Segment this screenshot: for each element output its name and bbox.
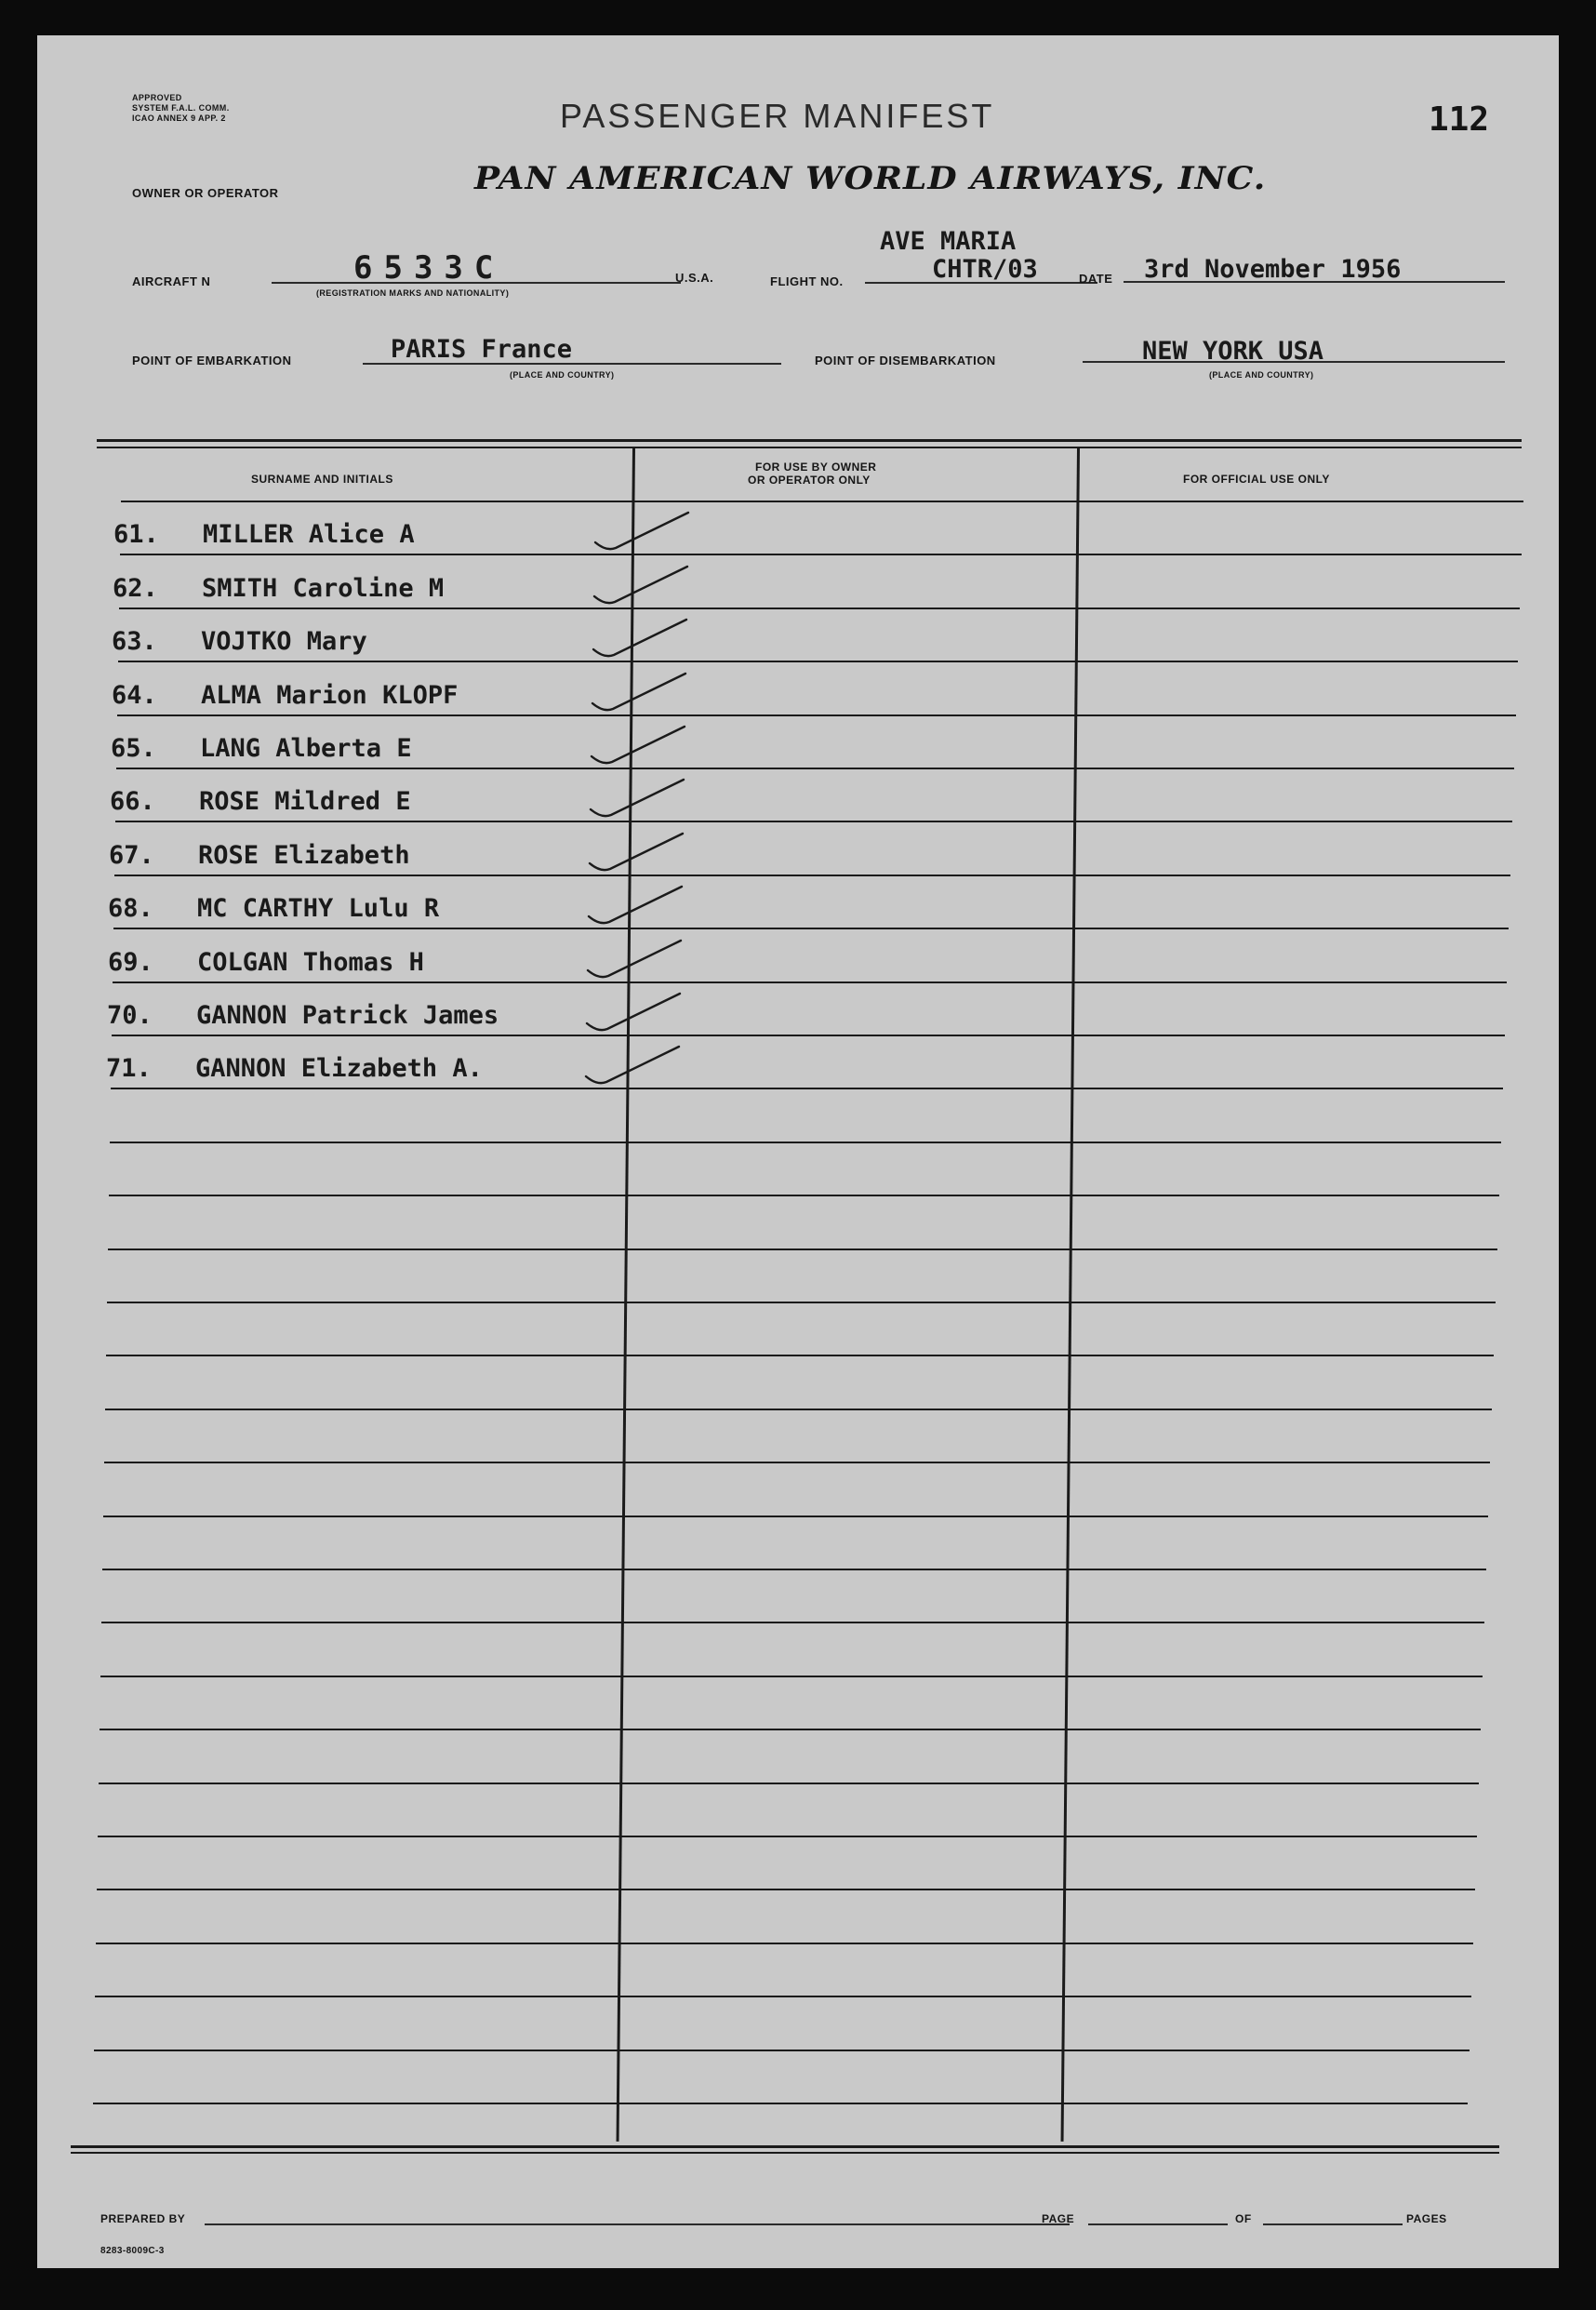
table-rule-line <box>120 554 1522 555</box>
disembark-value: NEW YORK USA <box>1142 337 1324 366</box>
of-underline <box>1263 2223 1403 2225</box>
table-rule-line <box>99 1783 1479 1784</box>
column-divider-1 <box>617 448 635 2142</box>
table-rule-line <box>111 1088 1503 1089</box>
table-bottom-line-2 <box>71 2152 1499 2154</box>
passenger-number: 71. <box>106 1054 152 1083</box>
of-label: OF <box>1235 2212 1252 2225</box>
passenger-row <box>113 520 415 549</box>
passenger-name: ROSE Elizabeth <box>198 841 410 870</box>
page-label: PAGE <box>1042 2212 1075 2225</box>
form-title: PASSENGER MANIFEST <box>560 97 995 135</box>
table-rule-line <box>118 661 1518 662</box>
page-number: 112 <box>1429 100 1490 139</box>
passenger-number: 68. <box>108 894 153 923</box>
passenger-number: 61. <box>113 520 159 549</box>
manifest-sheet <box>37 35 1559 2268</box>
col-header-surname: SURNAME AND INITIALS <box>251 473 393 486</box>
column-divider-2 <box>1061 448 1080 2142</box>
col-header-official: FOR OFFICIAL USE ONLY <box>1183 473 1330 486</box>
table-rule-line <box>102 1569 1486 1570</box>
table-rule-line <box>113 928 1509 929</box>
passenger-row <box>112 681 458 710</box>
passenger-number: 69. <box>108 948 153 977</box>
passenger-name: MILLER Alice A <box>203 520 415 549</box>
embark-value: PARIS France <box>391 335 573 364</box>
prepared-by-underline <box>205 2223 1070 2225</box>
table-rule-line <box>113 981 1507 983</box>
table-rule-line <box>117 714 1516 716</box>
flight-label: FLIGHT NO. <box>770 274 844 288</box>
table-rule-line <box>112 1035 1505 1036</box>
table-rule-line <box>108 1248 1497 1250</box>
prepared-by-label: PREPARED BY <box>100 2212 186 2225</box>
passenger-number: 62. <box>113 574 158 603</box>
check-mark <box>595 513 688 549</box>
passenger-number: 66. <box>110 787 155 816</box>
table-rule-line <box>94 2050 1470 2051</box>
flight-name: AVE MARIA <box>880 227 1017 256</box>
table-top-line-2 <box>97 447 1522 448</box>
table-rule-line <box>114 875 1510 876</box>
check-mark <box>588 941 681 977</box>
table-rule-line <box>110 1142 1501 1143</box>
owner-label: OWNER OR OPERATOR <box>132 186 279 200</box>
disembark-label: POINT OF DISEMBARKATION <box>815 354 996 367</box>
check-mark <box>591 780 684 816</box>
passenger-number: 70. <box>107 1001 153 1030</box>
table-rule-line <box>107 1302 1496 1303</box>
check-mark <box>586 1047 679 1083</box>
approval-line-2: SYSTEM F.A.L. COMM. <box>132 103 230 113</box>
owner-value: PAN AMERICAN WORLD AIRWAYS, INC. <box>474 160 1267 197</box>
date-label: DATE <box>1079 272 1113 286</box>
table-rule-line <box>96 1943 1473 1944</box>
flight-value: CHTR/03 <box>932 255 1038 284</box>
check-mark <box>594 567 687 603</box>
check-mark <box>592 727 685 763</box>
aircraft-sublabel: (REGISTRATION MARKS AND NATIONALITY) <box>316 288 510 298</box>
table-rule-line <box>116 768 1514 769</box>
table-rule-line <box>103 1516 1488 1517</box>
embark-label: POINT OF EMBARKATION <box>132 354 292 367</box>
passenger-name: LANG Alberta E <box>200 734 412 763</box>
table-rule-line <box>97 1889 1475 1890</box>
form-code: 8283-8009C-3 <box>100 2246 165 2256</box>
table-rule-line <box>106 1355 1494 1356</box>
disembark-sublabel: (PLACE AND COUNTRY) <box>1209 370 1314 380</box>
passenger-number: 67. <box>109 841 154 870</box>
table-rule-line <box>95 1996 1471 1997</box>
passenger-row <box>107 1001 499 1030</box>
table-rule-line <box>105 1409 1492 1410</box>
passenger-name: GANNON Elizabeth A. <box>195 1054 483 1083</box>
passenger-row <box>110 787 411 816</box>
passenger-row <box>109 841 410 870</box>
passenger-name: SMITH Caroline M <box>202 574 445 603</box>
table-rule-line <box>119 608 1520 609</box>
passenger-name: VOJTKO Mary <box>201 627 367 656</box>
table-rule-line <box>104 1462 1490 1463</box>
check-mark <box>589 887 682 923</box>
table-rule-line <box>100 1676 1483 1677</box>
table-rule-line <box>93 2103 1468 2104</box>
passenger-name: ROSE Mildred E <box>199 787 411 816</box>
pages-label: PAGES <box>1406 2212 1447 2225</box>
check-mark <box>593 620 686 656</box>
aircraft-label: AIRCRAFT N <box>132 274 211 288</box>
aircraft-value: 6533C <box>353 249 505 287</box>
check-mark <box>592 674 685 710</box>
passenger-row <box>108 948 424 977</box>
passenger-row <box>112 627 367 656</box>
passenger-row <box>111 734 412 763</box>
date-value: 3rd November 1956 <box>1144 255 1402 284</box>
approval-line-3: ICAO ANNEX 9 APP. 2 <box>132 113 226 123</box>
passenger-number: 65. <box>111 734 156 763</box>
passenger-row <box>106 1054 483 1083</box>
col-header-owner-line1: FOR USE BY OWNER <box>755 461 877 474</box>
table-top-line <box>97 439 1522 442</box>
check-mark <box>590 834 683 870</box>
passenger-row <box>113 574 444 603</box>
table-rule-line <box>115 821 1512 822</box>
col-header-owner-line2: OR OPERATOR ONLY <box>748 474 871 487</box>
passenger-name: MC CARTHY Lulu R <box>197 894 440 923</box>
approval-line-1: APPROVED <box>132 93 182 102</box>
table-rule-line <box>121 501 1523 502</box>
embark-sublabel: (PLACE AND COUNTRY) <box>510 370 615 380</box>
table-rule-line <box>100 1729 1481 1730</box>
page-underline <box>1088 2223 1228 2225</box>
country-label: U.S.A. <box>675 271 714 285</box>
table-bottom-line <box>71 2145 1499 2148</box>
table-rule-line <box>98 1836 1477 1837</box>
table-rule-line <box>101 1622 1484 1623</box>
passenger-number: 63. <box>112 627 157 656</box>
check-marks <box>37 35 1559 2268</box>
passenger-row <box>108 894 439 923</box>
table-rule-line <box>109 1195 1499 1196</box>
passenger-name: COLGAN Thomas H <box>197 948 424 977</box>
check-mark <box>587 994 680 1030</box>
passenger-name: ALMA Marion KLOPF <box>201 681 459 710</box>
passenger-number: 64. <box>112 681 157 710</box>
passenger-name: GANNON Patrick James <box>196 1001 499 1030</box>
